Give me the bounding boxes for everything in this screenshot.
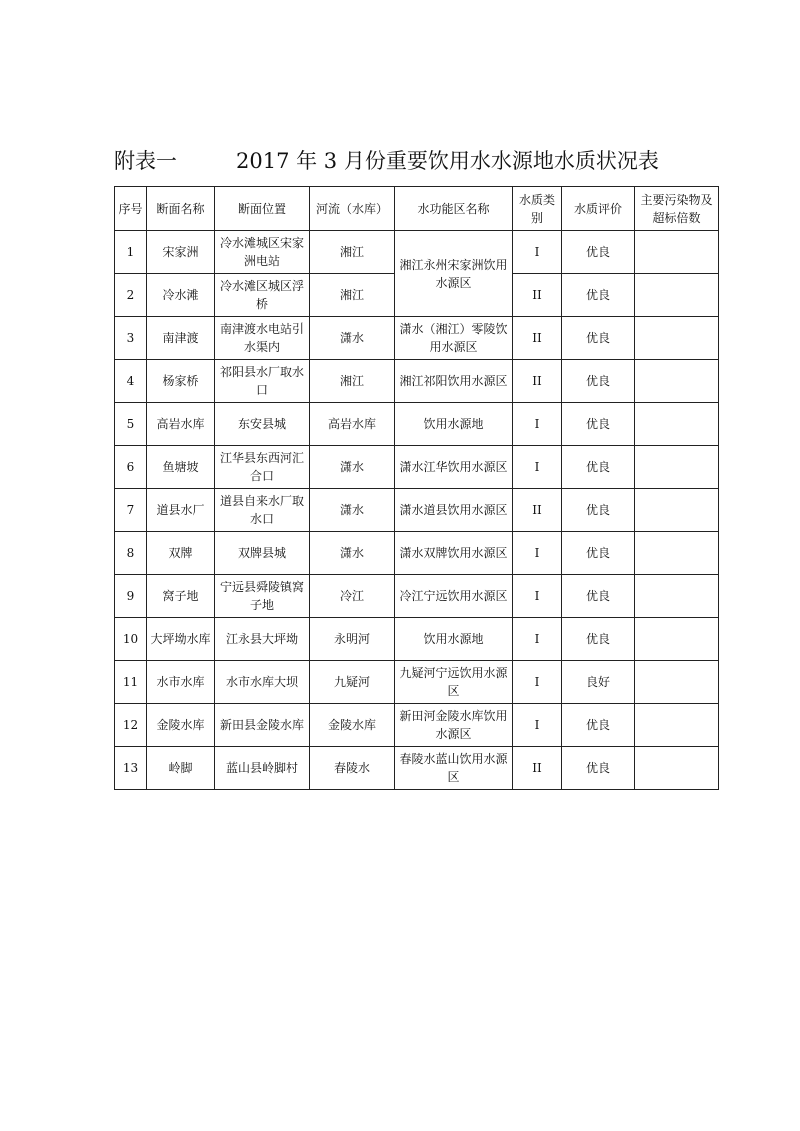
cell-no: 10 (115, 618, 147, 661)
cell-name: 金陵水库 (147, 704, 215, 747)
cell-no: 7 (115, 489, 147, 532)
header-no: 序号 (115, 187, 147, 231)
cell-river: 湘江 (310, 274, 395, 317)
cell-class: I (513, 231, 562, 274)
appendix-label: 附表一 (114, 149, 177, 173)
table-row (115, 360, 719, 403)
cell-river: 湘江 (310, 360, 395, 403)
cell-eval: 优良 (562, 274, 635, 317)
cell-location: 宁远县舜陵镇窝子地 (215, 575, 310, 618)
table-header-row (115, 187, 719, 231)
cell-class: II (513, 489, 562, 532)
cell-location: 祁阳县水厂取水口 (215, 360, 310, 403)
cell-no: 12 (115, 704, 147, 747)
cell-location: 江华县东西河汇合口 (215, 446, 310, 489)
cell-eval: 优良 (562, 489, 635, 532)
cell-pollutant (635, 575, 719, 618)
cell-pollutant (635, 317, 719, 360)
page-heading (114, 146, 714, 176)
header-pollutant: 主要污染物及超标倍数 (635, 187, 719, 231)
cell-river: 潇水 (310, 446, 395, 489)
cell-eval: 优良 (562, 317, 635, 360)
cell-name: 道县水厂 (147, 489, 215, 532)
cell-name: 鱼塘坡 (147, 446, 215, 489)
cell-river: 春陵水 (310, 747, 395, 790)
cell-class: I (513, 704, 562, 747)
cell-location: 双牌县城 (215, 532, 310, 575)
header-name: 断面名称 (147, 187, 215, 231)
cell-class: I (513, 403, 562, 446)
cell-zone: 春陵水蓝山饮用水源区 (395, 747, 513, 790)
cell-no: 2 (115, 274, 147, 317)
cell-eval: 优良 (562, 231, 635, 274)
cell-no: 5 (115, 403, 147, 446)
table-row (115, 489, 719, 532)
cell-location: 新田县金陵水库 (215, 704, 310, 747)
cell-eval: 优良 (562, 618, 635, 661)
cell-zone: 饮用水源地 (395, 403, 513, 446)
cell-class: II (513, 747, 562, 790)
cell-pollutant (635, 274, 719, 317)
table-row (115, 446, 719, 489)
cell-pollutant (635, 661, 719, 704)
cell-river: 九疑河 (310, 661, 395, 704)
cell-no: 4 (115, 360, 147, 403)
cell-no: 6 (115, 446, 147, 489)
table-row (115, 618, 719, 661)
cell-class: I (513, 532, 562, 575)
cell-zone: 潇水（湘江）零陵饮用水源区 (395, 317, 513, 360)
cell-no: 1 (115, 231, 147, 274)
cell-pollutant (635, 360, 719, 403)
cell-zone: 冷江宁远饮用水源区 (395, 575, 513, 618)
cell-pollutant (635, 489, 719, 532)
cell-pollutant (635, 403, 719, 446)
cell-eval: 优良 (562, 747, 635, 790)
cell-location: 南津渡水电站引水渠内 (215, 317, 310, 360)
cell-pollutant (635, 747, 719, 790)
cell-name: 水市水库 (147, 661, 215, 704)
cell-zone: 九疑河宁远饮用水源区 (395, 661, 513, 704)
cell-zone: 湘江祁阳饮用水源区 (395, 360, 513, 403)
cell-location: 水市水库大坝 (215, 661, 310, 704)
cell-class: I (513, 575, 562, 618)
cell-location: 江永县大坪坳 (215, 618, 310, 661)
table-row (115, 231, 719, 274)
cell-river: 湘江 (310, 231, 395, 274)
cell-river: 高岩水库 (310, 403, 395, 446)
cell-river: 潇水 (310, 489, 395, 532)
cell-class: I (513, 661, 562, 704)
table-row (115, 661, 719, 704)
cell-eval: 优良 (562, 360, 635, 403)
cell-eval: 优良 (562, 446, 635, 489)
cell-pollutant (635, 532, 719, 575)
cell-name: 大坪坳水库 (147, 618, 215, 661)
cell-river: 潇水 (310, 317, 395, 360)
cell-zone: 湘江永州宋家洲饮用水源区 (395, 231, 513, 317)
table-row (115, 403, 719, 446)
table-row (115, 747, 719, 790)
cell-location: 冷水滩区城区浮桥 (215, 274, 310, 317)
cell-name: 岭脚 (147, 747, 215, 790)
cell-river: 永明河 (310, 618, 395, 661)
table-title: 2017 年 3 月份重要饮用水水源地水质状况表 (236, 149, 659, 173)
cell-river: 冷江 (310, 575, 395, 618)
cell-name: 南津渡 (147, 317, 215, 360)
cell-class: I (513, 618, 562, 661)
cell-class: II (513, 360, 562, 403)
cell-name: 冷水滩 (147, 274, 215, 317)
cell-zone: 新田河金陵水库饮用水源区 (395, 704, 513, 747)
cell-name: 杨家桥 (147, 360, 215, 403)
header-location: 断面位置 (215, 187, 310, 231)
cell-zone: 潇水江华饮用水源区 (395, 446, 513, 489)
cell-eval: 优良 (562, 704, 635, 747)
cell-eval: 优良 (562, 575, 635, 618)
cell-name: 宋家洲 (147, 231, 215, 274)
header-zone: 水功能区名称 (395, 187, 513, 231)
cell-no: 9 (115, 575, 147, 618)
cell-location: 东安县城 (215, 403, 310, 446)
cell-pollutant (635, 231, 719, 274)
cell-zone: 潇水双牌饮用水源区 (395, 532, 513, 575)
cell-no: 11 (115, 661, 147, 704)
cell-class: II (513, 274, 562, 317)
cell-no: 13 (115, 747, 147, 790)
header-class: 水质类别 (513, 187, 562, 231)
cell-river: 潇水 (310, 532, 395, 575)
header-eval: 水质评价 (562, 187, 635, 231)
cell-no: 3 (115, 317, 147, 360)
cell-zone: 潇水道县饮用水源区 (395, 489, 513, 532)
cell-name: 双牌 (147, 532, 215, 575)
cell-eval: 优良 (562, 532, 635, 575)
cell-name: 窝子地 (147, 575, 215, 618)
cell-no: 8 (115, 532, 147, 575)
water-quality-table (114, 186, 719, 790)
cell-eval: 良好 (562, 661, 635, 704)
cell-zone: 饮用水源地 (395, 618, 513, 661)
cell-name: 高岩水库 (147, 403, 215, 446)
table-row (115, 575, 719, 618)
header-river: 河流（水库） (310, 187, 395, 231)
cell-pollutant (635, 704, 719, 747)
cell-pollutant (635, 446, 719, 489)
table-row (115, 532, 719, 575)
table-row (115, 704, 719, 747)
cell-location: 蓝山县岭脚村 (215, 747, 310, 790)
cell-eval: 优良 (562, 403, 635, 446)
cell-pollutant (635, 618, 719, 661)
cell-location: 冷水滩城区宋家洲电站 (215, 231, 310, 274)
table-row (115, 317, 719, 360)
cell-class: I (513, 446, 562, 489)
cell-river: 金陵水库 (310, 704, 395, 747)
cell-location: 道县自来水厂取水口 (215, 489, 310, 532)
cell-class: II (513, 317, 562, 360)
